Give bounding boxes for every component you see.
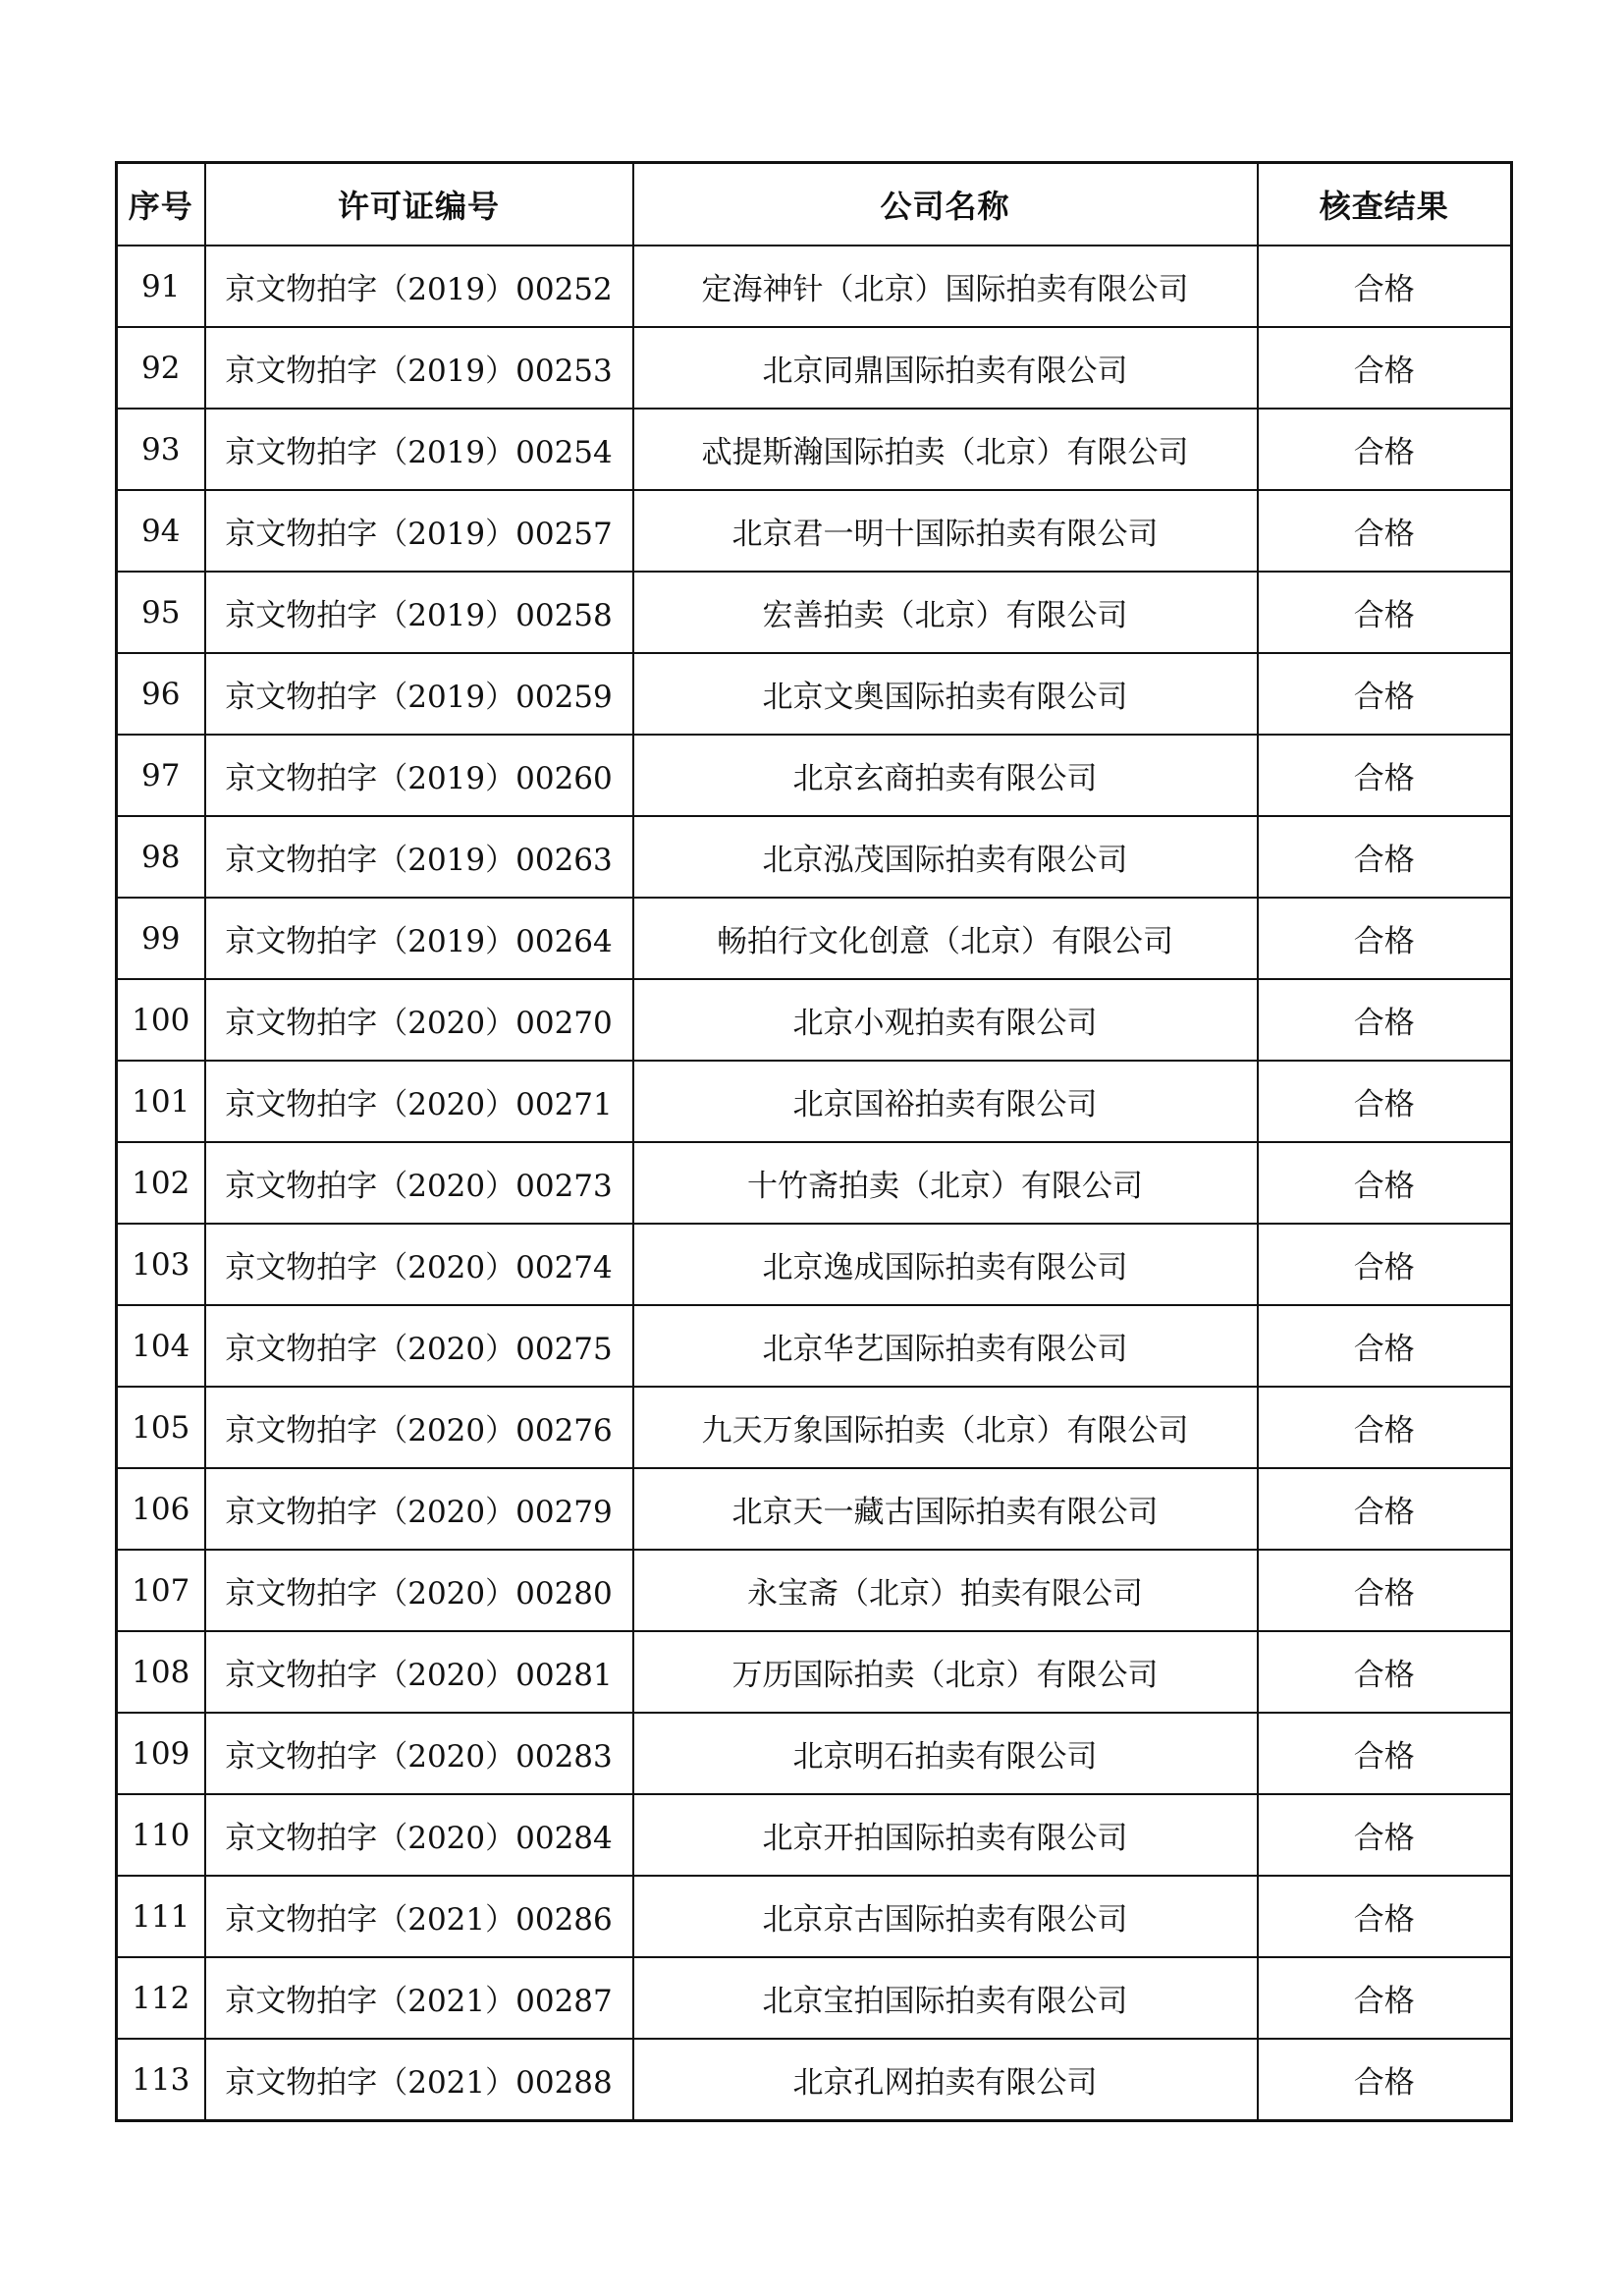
cell-check-result: 合格 <box>1258 572 1512 653</box>
cell-license-number: 京文物拍字（2019）00264 <box>205 898 633 979</box>
table-row <box>117 816 1512 898</box>
cell-check-result: 合格 <box>1258 898 1512 979</box>
cell-company-name: 万历国际拍卖（北京）有限公司 <box>633 1631 1258 1713</box>
cell-check-result: 合格 <box>1258 816 1512 898</box>
cell-license-number: 京文物拍字（2019）00260 <box>205 735 633 816</box>
cell-seq: 105 <box>117 1387 205 1468</box>
cell-company-name: 北京文奥国际拍卖有限公司 <box>633 653 1258 735</box>
cell-seq: 106 <box>117 1468 205 1550</box>
cell-company-name: 忒提斯瀚国际拍卖（北京）有限公司 <box>633 409 1258 490</box>
cell-seq: 99 <box>117 898 205 979</box>
table-row <box>117 1957 1512 2039</box>
cell-company-name: 九天万象国际拍卖（北京）有限公司 <box>633 1387 1258 1468</box>
cell-seq: 97 <box>117 735 205 816</box>
cell-seq: 96 <box>117 653 205 735</box>
cell-license-number: 京文物拍字（2019）00263 <box>205 816 633 898</box>
cell-check-result: 合格 <box>1258 409 1512 490</box>
table-row <box>117 409 1512 490</box>
cell-check-result: 合格 <box>1258 1305 1512 1387</box>
cell-company-name: 北京同鼎国际拍卖有限公司 <box>633 327 1258 409</box>
cell-check-result: 合格 <box>1258 1957 1512 2039</box>
cell-seq: 108 <box>117 1631 205 1713</box>
cell-license-number: 京文物拍字（2020）00281 <box>205 1631 633 1713</box>
cell-seq: 101 <box>117 1061 205 1142</box>
table-row <box>117 653 1512 735</box>
cell-license-number: 京文物拍字（2019）00254 <box>205 409 633 490</box>
table-row <box>117 1794 1512 1876</box>
cell-check-result: 合格 <box>1258 1468 1512 1550</box>
cell-seq: 111 <box>117 1876 205 1957</box>
cell-license-number: 京文物拍字（2019）00259 <box>205 653 633 735</box>
cell-company-name: 北京小观拍卖有限公司 <box>633 979 1258 1061</box>
cell-company-name: 北京孔网拍卖有限公司 <box>633 2039 1258 2121</box>
table-row <box>117 1713 1512 1794</box>
table-header <box>117 163 1512 246</box>
cell-seq: 110 <box>117 1794 205 1876</box>
cell-check-result: 合格 <box>1258 1794 1512 1876</box>
cell-check-result: 合格 <box>1258 1713 1512 1794</box>
cell-license-number: 京文物拍字（2020）00273 <box>205 1142 633 1224</box>
table-row <box>117 1224 1512 1305</box>
cell-seq: 100 <box>117 979 205 1061</box>
table-header-row <box>117 163 1512 246</box>
table-row <box>117 1468 1512 1550</box>
table-row <box>117 246 1512 327</box>
table-row <box>117 735 1512 816</box>
cell-company-name: 北京开拍国际拍卖有限公司 <box>633 1794 1258 1876</box>
cell-company-name: 永宝斋（北京）拍卖有限公司 <box>633 1550 1258 1631</box>
table-row <box>117 979 1512 1061</box>
cell-company-name: 宏善拍卖（北京）有限公司 <box>633 572 1258 653</box>
cell-seq: 91 <box>117 246 205 327</box>
cell-seq: 92 <box>117 327 205 409</box>
cell-seq: 107 <box>117 1550 205 1631</box>
cell-company-name: 北京天一藏古国际拍卖有限公司 <box>633 1468 1258 1550</box>
header-license-number: 许可证编号 <box>205 163 633 246</box>
table-row <box>117 490 1512 572</box>
cell-license-number: 京文物拍字（2021）00288 <box>205 2039 633 2121</box>
cell-seq: 94 <box>117 490 205 572</box>
cell-license-number: 京文物拍字（2020）00279 <box>205 1468 633 1550</box>
cell-check-result: 合格 <box>1258 1387 1512 1468</box>
table-row <box>117 1550 1512 1631</box>
cell-license-number: 京文物拍字（2021）00286 <box>205 1876 633 1957</box>
header-check-result: 核查结果 <box>1258 163 1512 246</box>
cell-check-result: 合格 <box>1258 653 1512 735</box>
cell-license-number: 京文物拍字（2020）00275 <box>205 1305 633 1387</box>
cell-company-name: 北京君一明十国际拍卖有限公司 <box>633 490 1258 572</box>
cell-check-result: 合格 <box>1258 1061 1512 1142</box>
cell-check-result: 合格 <box>1258 2039 1512 2121</box>
cell-check-result: 合格 <box>1258 1224 1512 1305</box>
table-body <box>117 246 1512 2121</box>
cell-seq: 104 <box>117 1305 205 1387</box>
cell-company-name: 北京京古国际拍卖有限公司 <box>633 1876 1258 1957</box>
cell-check-result: 合格 <box>1258 1876 1512 1957</box>
cell-check-result: 合格 <box>1258 1142 1512 1224</box>
cell-check-result: 合格 <box>1258 327 1512 409</box>
cell-company-name: 北京逸成国际拍卖有限公司 <box>633 1224 1258 1305</box>
cell-license-number: 京文物拍字（2019）00252 <box>205 246 633 327</box>
cell-company-name: 定海神针（北京）国际拍卖有限公司 <box>633 246 1258 327</box>
cell-check-result: 合格 <box>1258 735 1512 816</box>
header-company-name: 公司名称 <box>633 163 1258 246</box>
cell-company-name: 北京泓茂国际拍卖有限公司 <box>633 816 1258 898</box>
cell-company-name: 北京明石拍卖有限公司 <box>633 1713 1258 1794</box>
cell-license-number: 京文物拍字（2020）00284 <box>205 1794 633 1876</box>
cell-company-name: 北京华艺国际拍卖有限公司 <box>633 1305 1258 1387</box>
cell-seq: 103 <box>117 1224 205 1305</box>
cell-license-number: 京文物拍字（2020）00283 <box>205 1713 633 1794</box>
table-row <box>117 1631 1512 1713</box>
cell-seq: 102 <box>117 1142 205 1224</box>
table-row <box>117 898 1512 979</box>
cell-check-result: 合格 <box>1258 1631 1512 1713</box>
cell-seq: 109 <box>117 1713 205 1794</box>
cell-check-result: 合格 <box>1258 1550 1512 1631</box>
cell-check-result: 合格 <box>1258 979 1512 1061</box>
cell-license-number: 京文物拍字（2020）00280 <box>205 1550 633 1631</box>
table-row <box>117 1876 1512 1957</box>
header-seq: 序号 <box>117 163 205 246</box>
cell-license-number: 京文物拍字（2019）00258 <box>205 572 633 653</box>
cell-license-number: 京文物拍字（2019）00257 <box>205 490 633 572</box>
cell-license-number: 京文物拍字（2020）00271 <box>205 1061 633 1142</box>
cell-company-name: 北京玄商拍卖有限公司 <box>633 735 1258 816</box>
table-row <box>117 572 1512 653</box>
cell-seq: 93 <box>117 409 205 490</box>
cell-check-result: 合格 <box>1258 490 1512 572</box>
cell-seq: 112 <box>117 1957 205 2039</box>
cell-license-number: 京文物拍字（2020）00274 <box>205 1224 633 1305</box>
table-row <box>117 2039 1512 2121</box>
table-row <box>117 1061 1512 1142</box>
cell-license-number: 京文物拍字（2021）00287 <box>205 1957 633 2039</box>
cell-company-name: 十竹斋拍卖（北京）有限公司 <box>633 1142 1258 1224</box>
table-row <box>117 1142 1512 1224</box>
cell-license-number: 京文物拍字（2019）00253 <box>205 327 633 409</box>
cell-seq: 98 <box>117 816 205 898</box>
cell-company-name: 北京宝拍国际拍卖有限公司 <box>633 1957 1258 2039</box>
license-check-table <box>115 161 1513 2122</box>
table-row <box>117 1387 1512 1468</box>
cell-license-number: 京文物拍字（2020）00276 <box>205 1387 633 1468</box>
cell-license-number: 京文物拍字（2020）00270 <box>205 979 633 1061</box>
cell-seq: 95 <box>117 572 205 653</box>
cell-company-name: 北京国裕拍卖有限公司 <box>633 1061 1258 1142</box>
table-row <box>117 1305 1512 1387</box>
table-row <box>117 327 1512 409</box>
cell-company-name: 畅拍行文化创意（北京）有限公司 <box>633 898 1258 979</box>
cell-check-result: 合格 <box>1258 246 1512 327</box>
cell-seq: 113 <box>117 2039 205 2121</box>
